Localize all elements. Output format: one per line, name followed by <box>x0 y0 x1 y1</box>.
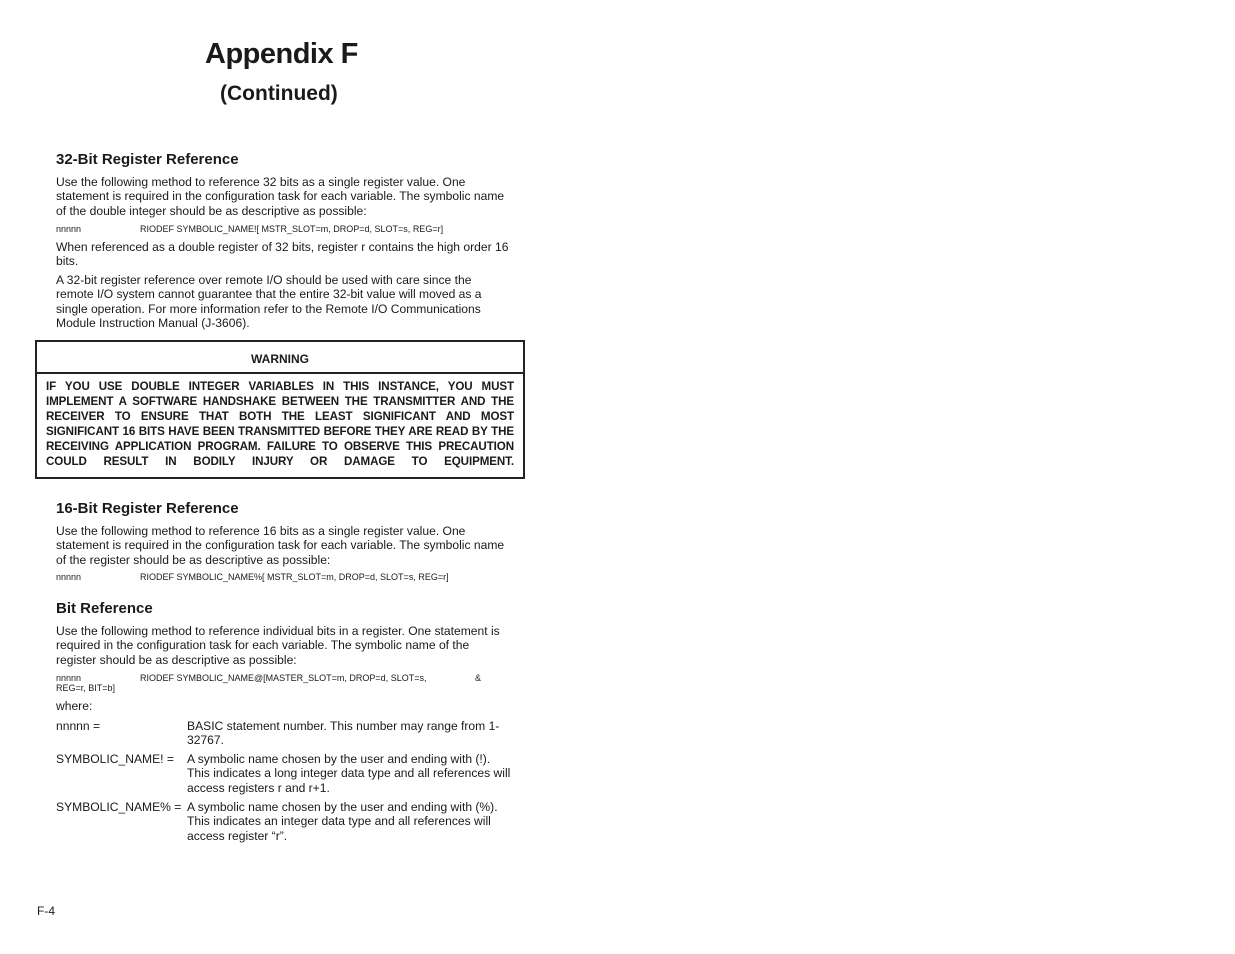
definition-desc: BASIC statement number. This number may range from 1-32767. <box>187 719 500 748</box>
definition-term: SYMBOLIC_NAME% = <box>56 800 182 814</box>
section-heading-16bit: 16-Bit Register Reference <box>56 500 239 517</box>
code-statement: RIODEF SYMBOLIC_NAME@[MASTER_SLOT=m, DROP=d, SLOT=s, <box>140 673 427 683</box>
definition-desc: A symbolic name chosen by the user and ending with (!). This indicates a long integer data type and all references will access registers r and r+1. <box>187 752 511 795</box>
code-line-number: nnnnn <box>56 224 82 234</box>
page-title: Appendix F <box>205 38 358 70</box>
section-heading-bit: Bit Reference <box>56 600 153 617</box>
section-bit-intro: Use the following method to reference individual bits in a register. One statement is required in the configuration task for each variable. The symbolic name of the register should be as descriptive as possible: <box>56 624 500 667</box>
section-32bit-para3: A 32-bit register reference over remote I/O should be used with care since the remote I/O system cannot guarantee that the entire 32-bit value will moved as a single operation. For more information refer to the Remote I/O Communications Module Instruction Manual (J-3606). <box>56 273 482 330</box>
warning-text: IF YOU USE DOUBLE INTEGER VARIABLES IN THIS INSTANCE, YOU MUST IMPLEMENT A SOFTWARE HANDSHAKE BETWEEN THE TRANSMITTER AND THE RECEIVER TO ENSURE THAT BOTH THE LEAST SIGNIFICANT AND MOST SIGNIFICANT 16 BITS HAVE BEEN TRANSMITTED BEFORE THEY ARE READ BY THE RECEIVING APPLICATION PROGRAM. FAILURE TO OBSERVE THIS PRECAUTION COULD RESULT IN BODILY INJURY OR DAMAGE TO EQUIPMENT. <box>46 380 514 468</box>
warning-title: WARNING <box>37 342 523 374</box>
definition-term: nnnnn = <box>56 719 101 733</box>
code-bit <box>56 673 426 683</box>
code-32bit <box>56 224 443 234</box>
section-heading-32bit: 32-Bit Register Reference <box>56 151 239 168</box>
code-line-number: nnnnn <box>56 673 82 683</box>
warning-box <box>35 340 525 479</box>
code-16bit <box>56 572 449 582</box>
code-statement: RIODEF SYMBOLIC_NAME![ MSTR_SLOT=m, DROP=d, SLOT=s, REG=r] <box>140 224 444 234</box>
section-16bit-intro: Use the following method to reference 16 bits as a single register value. One statement is required in the configuration task for each variable. The symbolic name of the register should be as descriptive as possible: <box>56 524 505 567</box>
page-subtitle: (Continued) <box>220 82 338 105</box>
section-32bit-intro: Use the following method to reference 32 bits as a single register value. One statement is required in the configuration task for each variable. The symbolic name of the double integer should be as descriptive as possible: <box>56 175 505 218</box>
where-label: where: <box>56 699 93 713</box>
definition-desc: A symbolic name chosen by the user and ending with (%). This indicates an integer data type and all references will access register “r”. <box>187 800 498 843</box>
code-bit-line2: REG=r, BIT=b] <box>56 683 116 693</box>
code-line-number: nnnnn <box>56 572 82 582</box>
code-continuation: & <box>475 673 482 683</box>
definition-term: SYMBOLIC_NAME! = <box>56 752 174 766</box>
section-32bit-para2: When referenced as a double register of 32 bits, register r contains the high order 16 bits. <box>56 240 509 269</box>
code-statement: RIODEF SYMBOLIC_NAME%[ MSTR_SLOT=m, DROP=d, SLOT=s, REG=r] <box>140 572 449 582</box>
page-number: F-4 <box>37 904 55 918</box>
